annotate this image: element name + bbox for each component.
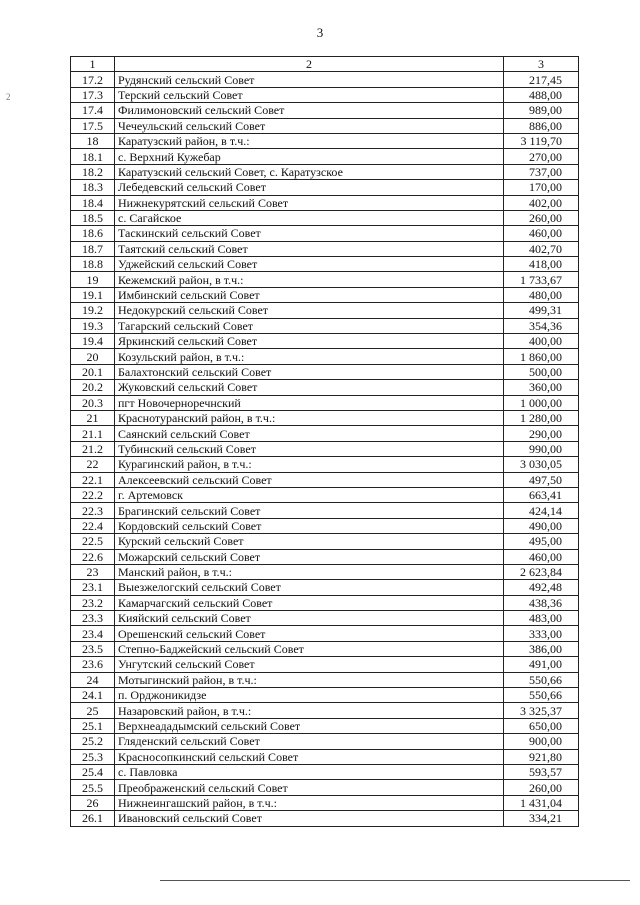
row-name: Нижнеингашский район, в т.ч.: [115,795,504,810]
row-number: 23.3 [71,611,115,626]
row-name: г. Артемовск [115,487,504,502]
table-row [71,688,579,703]
row-name: Тубинский сельский Совет [115,441,504,456]
row-value: 989,00 [504,103,579,118]
table-row [71,595,579,610]
row-name: Орешенский сельский Совет [115,626,504,641]
table-row [71,72,579,87]
header-column-1: 1 [71,57,115,72]
row-name: с. Павловка [115,764,504,779]
row-value: 3 119,70 [504,133,579,148]
table-body [71,72,579,826]
row-number: 23.5 [71,641,115,656]
allocation-table [70,56,579,827]
row-value: 550,66 [504,672,579,687]
table-row [71,210,579,225]
row-number: 17.2 [71,72,115,87]
row-value: 488,00 [504,87,579,102]
row-value: 402,00 [504,195,579,210]
row-value: 354,36 [504,318,579,333]
row-number: 20.2 [71,380,115,395]
row-number: 26.1 [71,811,115,826]
row-number: 18 [71,133,115,148]
table-row [71,734,579,749]
row-name: Брагинский сельский Совет [115,503,504,518]
table-row [71,472,579,487]
table-row [71,780,579,795]
table-row [71,334,579,349]
row-value: 290,00 [504,426,579,441]
row-number: 23.1 [71,580,115,595]
row-name: Алексеевский сельский Совет [115,472,504,487]
row-name: Нижнекурятский сельский Совет [115,195,504,210]
table-header-row [71,57,579,72]
row-value: 1 431,04 [504,795,579,810]
row-value: 499,31 [504,303,579,318]
row-name: Кияйский сельский Совет [115,611,504,626]
row-name: Курагинский район, в т.ч.: [115,457,504,472]
table-row [71,549,579,564]
row-value: 3 030,05 [504,457,579,472]
table-row [71,580,579,595]
row-number: 21 [71,410,115,425]
row-name: Саянский сельский Совет [115,426,504,441]
bottom-rule [160,880,630,881]
row-value: 497,50 [504,472,579,487]
row-name: Недокурский сельский Совет [115,303,504,318]
row-value: 900,00 [504,734,579,749]
row-value: 438,36 [504,595,579,610]
table-row [71,626,579,641]
row-value: 550,66 [504,688,579,703]
row-value: 260,00 [504,210,579,225]
table-row [71,795,579,810]
row-number: 24.1 [71,688,115,703]
row-value: 480,00 [504,287,579,302]
row-number: 18.3 [71,180,115,195]
row-number: 20 [71,349,115,364]
table-row [71,749,579,764]
table-row [71,764,579,779]
table-row [71,718,579,733]
table-row [71,87,579,102]
row-value: 593,57 [504,764,579,779]
table-row [71,380,579,395]
row-name: Яркинский сельский Совет [115,334,504,349]
row-name: Выезжелогский сельский Совет [115,580,504,595]
row-value: 3 325,37 [504,703,579,718]
row-number: 17.3 [71,87,115,102]
table-row [71,303,579,318]
table-row [71,426,579,441]
row-name: Таскинский сельский Совет [115,226,504,241]
row-number: 23.2 [71,595,115,610]
row-name: Мотыгинский район, в т.ч.: [115,672,504,687]
row-name: Чечеульский сельский Совет [115,118,504,133]
table-row [71,349,579,364]
row-number: 25.5 [71,780,115,795]
table-row [71,103,579,118]
table-row [71,395,579,410]
row-name: Степно-Баджейский сельский Совет [115,641,504,656]
row-name: Можарский сельский Совет [115,549,504,564]
row-number: 21.1 [71,426,115,441]
row-value: 483,00 [504,611,579,626]
row-name: Козульский район, в т.ч.: [115,349,504,364]
row-name: Кордовский сельский Совет [115,518,504,533]
row-value: 360,00 [504,380,579,395]
table-row [71,641,579,656]
row-number: 18.6 [71,226,115,241]
row-value: 491,00 [504,657,579,672]
row-name: Камарчагский сельский Совет [115,595,504,610]
table-row [71,441,579,456]
table-row [71,133,579,148]
row-value: 886,00 [504,118,579,133]
table-row [71,257,579,272]
row-number: 18.5 [71,210,115,225]
row-number: 23.6 [71,657,115,672]
row-number: 19.1 [71,287,115,302]
row-name: Лебедевский сельский Совет [115,180,504,195]
table-row [71,503,579,518]
row-name: с. Верхний Кужебар [115,149,504,164]
row-name: Ивановский сельский Совет [115,811,504,826]
table-row [71,180,579,195]
row-value: 1 280,00 [504,410,579,425]
row-name: Унгутский сельский Совет [115,657,504,672]
row-number: 22.2 [71,487,115,502]
table-row [71,564,579,579]
row-number: 22.6 [71,549,115,564]
row-value: 990,00 [504,441,579,456]
row-value: 333,00 [504,626,579,641]
row-number: 25 [71,703,115,718]
row-name: Рудянский сельский Совет [115,72,504,87]
row-name: Преображенский сельский Совет [115,780,504,795]
page-number: 3 [316,25,324,40]
row-value: 650,00 [504,718,579,733]
row-number: 25.1 [71,718,115,733]
row-number: 25.2 [71,734,115,749]
row-value: 170,00 [504,180,579,195]
row-name: с. Сагайское [115,210,504,225]
row-number: 18.1 [71,149,115,164]
row-value: 260,00 [504,780,579,795]
row-name: Каратузский сельский Совет, с. Каратузское [115,164,504,179]
row-number: 25.4 [71,764,115,779]
table-row [71,534,579,549]
row-name: Филимоновский сельский Совет [115,103,504,118]
row-number: 18.7 [71,241,115,256]
row-value: 737,00 [504,164,579,179]
table-row [71,811,579,826]
header-column-3: 3 [504,57,579,72]
table-row [71,518,579,533]
row-value: 217,45 [504,72,579,87]
row-name: Тагарский сельский Совет [115,318,504,333]
row-number: 21.2 [71,441,115,456]
table-row [71,164,579,179]
row-number: 22.1 [71,472,115,487]
row-value: 500,00 [504,364,579,379]
row-name: Таятский сельский Совет [115,241,504,256]
row-number: 23 [71,564,115,579]
table-row [71,287,579,302]
table-row [71,118,579,133]
row-name: Курский сельский Совет [115,534,504,549]
row-number: 26 [71,795,115,810]
row-value: 460,00 [504,549,579,564]
row-value: 2 623,84 [504,564,579,579]
table-row [71,272,579,287]
row-number: 19.4 [71,334,115,349]
row-value: 490,00 [504,518,579,533]
table-row [71,226,579,241]
table-row [71,457,579,472]
row-number: 24 [71,672,115,687]
row-number: 19.3 [71,318,115,333]
row-value: 386,00 [504,641,579,656]
row-name: Верхнеададымский сельский Совет [115,718,504,733]
row-value: 334,21 [504,811,579,826]
row-value: 663,41 [504,487,579,502]
row-number: 23.4 [71,626,115,641]
row-number: 17.4 [71,103,115,118]
row-name: Краснотуранский район, в т.ч.: [115,410,504,425]
table-row [71,487,579,502]
row-name: п. Орджоникидзе [115,688,504,703]
table-row [71,672,579,687]
row-name: Балахтонский сельский Совет [115,364,504,379]
row-number: 25.3 [71,749,115,764]
row-value: 402,70 [504,241,579,256]
row-value: 424,14 [504,503,579,518]
row-name: Каратузский район, в т.ч.: [115,133,504,148]
row-number: 17.5 [71,118,115,133]
row-name: Жуковский сельский Совет [115,380,504,395]
row-value: 1 733,67 [504,272,579,287]
table-row [71,703,579,718]
table-row [71,611,579,626]
header-column-2: 2 [115,57,504,72]
row-name: Кежемский район, в т.ч.: [115,272,504,287]
row-number: 19 [71,272,115,287]
row-value: 400,00 [504,334,579,349]
row-value: 270,00 [504,149,579,164]
row-value: 460,00 [504,226,579,241]
row-name: Уджейский сельский Совет [115,257,504,272]
table-row [71,195,579,210]
row-number: 19.2 [71,303,115,318]
row-number: 18.8 [71,257,115,272]
row-number: 18.2 [71,164,115,179]
row-name: Назаровский район, в т.ч.: [115,703,504,718]
row-name: Гляденский сельский Совет [115,734,504,749]
margin-mark: 2 [6,92,11,102]
row-number: 20.1 [71,364,115,379]
row-name: Манский район, в т.ч.: [115,564,504,579]
row-value: 1 860,00 [504,349,579,364]
table-row [71,149,579,164]
row-name: Терский сельский Совет [115,87,504,102]
row-name: Красносопкинский сельский Совет [115,749,504,764]
row-value: 495,00 [504,534,579,549]
row-number: 22.4 [71,518,115,533]
row-number: 22.3 [71,503,115,518]
table-row [71,657,579,672]
row-number: 22 [71,457,115,472]
table-row [71,364,579,379]
row-value: 492,48 [504,580,579,595]
table-row [71,241,579,256]
row-name: Имбинский сельский Совет [115,287,504,302]
row-value: 1 000,00 [504,395,579,410]
row-value: 921,80 [504,749,579,764]
table-row [71,410,579,425]
row-number: 20.3 [71,395,115,410]
row-number: 22.5 [71,534,115,549]
row-name: пгт Новочерноречнский [115,395,504,410]
row-value: 418,00 [504,257,579,272]
row-number: 18.4 [71,195,115,210]
table-row [71,318,579,333]
